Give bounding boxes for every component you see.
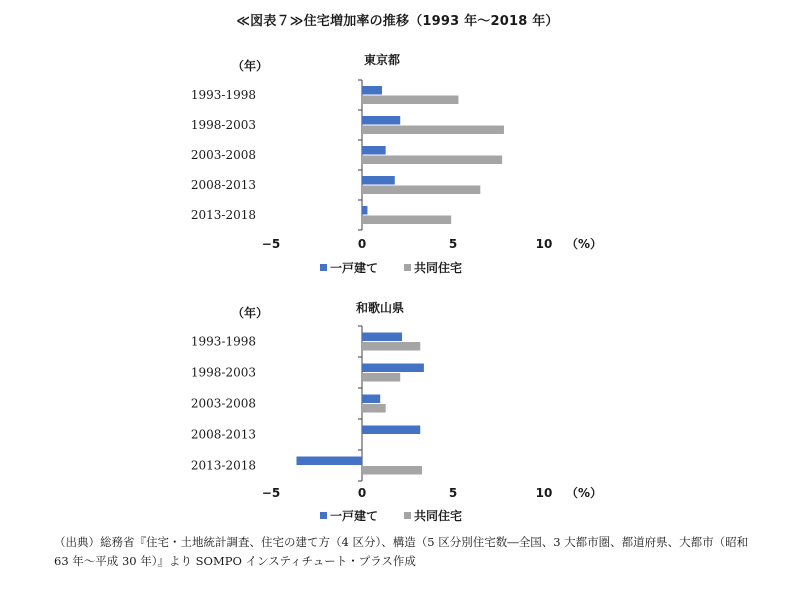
legend-swatch-apartment — [404, 264, 411, 271]
y-axis-unit-label: （年） — [232, 59, 269, 73]
bar-detached-house — [362, 426, 420, 435]
legend-label: 共同住宅 — [414, 509, 463, 523]
x-tick-label: 10 — [535, 486, 553, 500]
category-label: 1998-2003 — [190, 365, 256, 380]
legend-swatch-apartment — [404, 512, 411, 519]
legend-swatch-detached-house — [320, 264, 327, 271]
chart-title: 和歌山県 — [355, 301, 405, 315]
bar-detached-house — [362, 395, 380, 404]
category-label: 2013-2018 — [190, 458, 256, 473]
bar-detached-house — [296, 457, 362, 466]
bar-apartment — [362, 466, 422, 475]
bar-detached-house — [362, 146, 386, 155]
x-axis-unit-label: （%） — [565, 486, 603, 500]
bar-apartment — [362, 156, 502, 165]
category-label: 2008-2013 — [190, 178, 256, 192]
figure-title: ≪図表７≫住宅増加率の推移（1993 年〜2018 年） — [236, 14, 559, 29]
category-label: 1993-1998 — [190, 334, 256, 349]
bar-detached-house — [362, 176, 395, 185]
category-label: 2003-2008 — [190, 396, 256, 411]
legend-label: 共同住宅 — [414, 261, 463, 275]
category-label: 2008-2013 — [190, 427, 256, 442]
x-tick-label: −5 — [261, 486, 281, 500]
bar-apartment — [362, 126, 504, 135]
x-tick-label: 0 — [357, 237, 367, 251]
category-label: 1998-2003 — [190, 118, 256, 132]
bar-apartment — [362, 373, 400, 382]
x-tick-label: 5 — [448, 237, 458, 251]
x-tick-label: 5 — [448, 486, 458, 500]
bar-detached-house — [362, 333, 402, 342]
category-label: 1993-1998 — [190, 88, 256, 102]
y-axis-unit-label: （年） — [232, 306, 269, 320]
bar-apartment — [362, 96, 458, 105]
bar-detached-house — [362, 206, 367, 215]
bar-apartment — [362, 216, 451, 225]
x-axis-unit-label: （%） — [565, 237, 603, 251]
legend-label: 一戸建て — [330, 509, 379, 523]
bar-detached-house — [362, 116, 400, 125]
bar-apartment — [362, 186, 480, 195]
legend-label: 一戸建て — [330, 261, 379, 275]
chart-2 — [191, 300, 602, 523]
category-label: 2013-2018 — [190, 208, 256, 222]
x-tick-label: −5 — [261, 237, 281, 251]
x-tick-label: 0 — [357, 486, 367, 500]
bar-apartment — [362, 342, 420, 351]
chart-1 — [191, 52, 602, 275]
bar-apartment — [362, 404, 386, 413]
bar-detached-house — [362, 86, 382, 95]
legend-swatch-detached-house — [320, 512, 327, 519]
category-label: 2003-2008 — [190, 148, 256, 162]
x-tick-label: 10 — [535, 237, 553, 251]
source-note: （出典）総務省『住宅・土地統計調査、住宅の建て方（4 区分）、構造（5 区分別住宅数―全国、3 大都市圏、都道府県、大都市（昭和 63 年〜平成 30 年）』より SOMPO インスティチュート・プラス作成 — [54, 535, 749, 568]
bar-detached-house — [362, 364, 424, 373]
chart-title: 東京都 — [363, 53, 401, 67]
